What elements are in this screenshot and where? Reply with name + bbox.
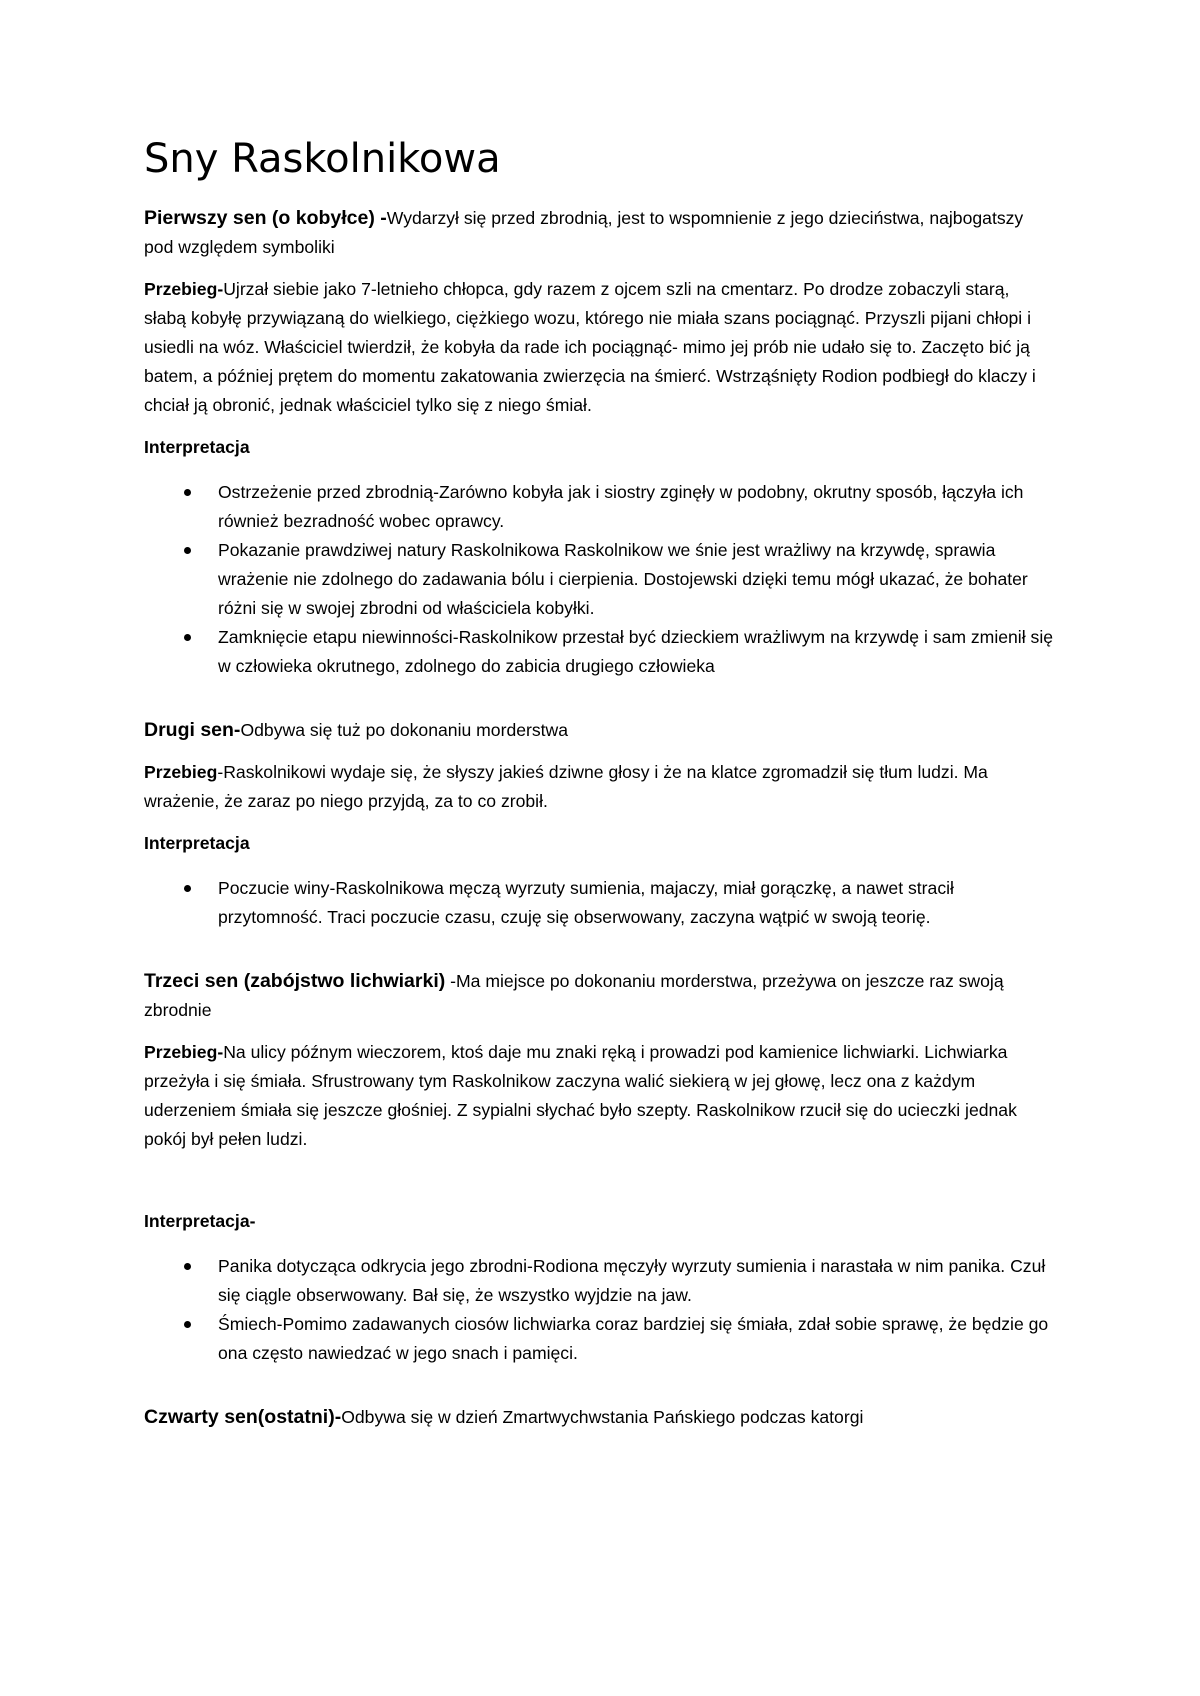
dream4-heading: Czwarty sen(ostatni)- [144, 1406, 342, 1428]
dream1-intro: Wydarzył się przed zbrodnią, jest to wspomnienie z jego dzieciństwa, najbogatszy pod względem symboliki [144, 208, 1024, 257]
dream2-przebieg-paragraph [144, 758, 1056, 816]
list-item-text: Panika dotycząca odkrycia jego zbrodni-Rodiona męczyły wyrzuty sumienia i narastała w nim panika. Czuł się ciągle obserwowany. Bał się, że wszystko wyjdzie na jaw. [218, 1256, 1046, 1305]
bullet-icon [184, 1321, 191, 1328]
dream3-interpretacja-heading: Interpretacja- [144, 1211, 256, 1231]
dream2-interpretacja-heading: Interpretacja [144, 833, 250, 853]
dream2-heading: Drugi sen- [144, 719, 241, 741]
dream3-przebieg-text: Na ulicy późnym wieczorem, ktoś daje mu znaki ręką i prowadzi pod kamienice lichwiarki. Lichwiarka przeżyła i się śmiała. Sfrustrowany tym Raskolnikow zaczyna walić siekierą w jej głowę, lecz ona z każdym uderzeniem śmiała się jeszcze głośniej. Z sypialni słychać było szepty. Raskolnikow rzucił się do ucieczki jednak pokój był pełen ludzi. [144, 1042, 1017, 1149]
bullet-icon [184, 634, 191, 641]
dream3-bullet-list [144, 1252, 1056, 1368]
dream1-przebieg-paragraph [144, 275, 1056, 420]
list-item [144, 536, 1056, 623]
dream3-przebieg-paragraph [144, 1038, 1056, 1154]
dream1-przebieg-label: Przebieg- [144, 279, 224, 299]
bullet-icon [184, 489, 191, 496]
dream3-intro: -Ma miejsce po dokonaniu morderstwa, przeżywa on jeszcze raz swoją zbrodnie [144, 971, 1004, 1020]
list-item-text: Śmiech-Pomimo zadawanych ciosów lichwiarka coraz bardziej się śmiała, zdał sobie sprawę, że będzie go ona często nawiedzać w jego snach i pamięci. [218, 1314, 1049, 1363]
list-item [144, 874, 1056, 932]
dream1-bullet-list [144, 478, 1056, 681]
dream2-intro-paragraph [144, 716, 1056, 745]
dream3-intro-paragraph [144, 967, 1056, 1025]
dream4-intro: Odbywa się w dzień Zmartwychwstania Pańskiego podczas katorgi [341, 1407, 864, 1427]
dream3-heading: Trzeci sen (zabójstwo lichwiarki) [144, 970, 446, 992]
dream2-bullet-list [144, 874, 1056, 932]
list-item-text: Pokazanie prawdziwej natury Raskolnikowa Raskolnikow we śnie jest wrażliwy na krzywdę, sprawia wrażenie nie zdolnego do zadawania bólu i cierpienia. Dostojewski dzięki temu mógł ukazać, że bohater różni się w swojej zbrodni od właściciela kobyłki. [218, 540, 1028, 618]
list-item [144, 1310, 1056, 1368]
list-item [144, 623, 1056, 681]
dream2-intro: Odbywa się tuż po dokonaniu morderstwa [240, 720, 569, 740]
document-title: Sny Raskolnikowa [144, 136, 501, 182]
bullet-icon [184, 1263, 191, 1270]
list-item-text: Zamknięcie etapu niewinności-Raskolnikow przestał być dzieckiem wrażliwym na krzywdę i sam zmienił się w człowieka okrutnego, zdolnego do zabicia drugiego człowieka [218, 627, 1054, 676]
bullet-icon [184, 547, 191, 554]
dream2-przebieg-label: Przebieg [144, 762, 218, 782]
list-item-text: Poczucie winy-Raskolnikowa męczą wyrzuty sumienia, majaczy, miał gorączkę, a nawet stracił przytomność. Traci poczucie czasu, czuję się obserwowany, zaczyna wątpić w swoją teorię. [218, 878, 954, 927]
dream4-intro-paragraph [144, 1403, 1056, 1432]
list-item-text: Ostrzeżenie przed zbrodnią-Zarówno kobyła jak i siostry zginęły w podobny, okrutny sposób, łączyła ich również bezradność wobec oprawcy. [218, 482, 1024, 531]
bullet-icon [184, 885, 191, 892]
list-item [144, 1252, 1056, 1310]
dream1-interpretacja-heading: Interpretacja [144, 437, 250, 457]
list-item [144, 478, 1056, 536]
dream2-przebieg-text: -Raskolnikowi wydaje się, że słyszy jakieś dziwne głosy i że na klatce zgromadził się tłum ludzi. Ma wrażenie, że zaraz po niego przyjdą, za to co zrobił. [144, 762, 988, 811]
document-page [144, 128, 1056, 1445]
dream3-przebieg-label: Przebieg- [144, 1042, 224, 1062]
dream1-heading: Pierwszy sen (o kobyłce) - [144, 207, 387, 229]
dream1-intro-paragraph [144, 204, 1056, 262]
dream1-przebieg-text: Ujrzał siebie jako 7-letnieho chłopca, gdy razem z ojcem szli na cmentarz. Po drodze zobaczyli starą, słabą kobyłę przywiązaną do wielkiego, ciężkiego wozu, którego nie miała szans pociągnąć. Przyszli pijani chłopi i usiedli na wóz. Właściciel twierdził, że kobyła da rade ich pociągnąć- mimo jej prób nie udało się to. Zaczęto bić ją batem, a później prętem do momentu zakatowania zwierzęcia na śmierć. Wstrząśnięty Rodion podbiegł do klaczy i chciał ją obronić, jednak właściciel tylko się z niego śmiał. [144, 279, 1036, 415]
